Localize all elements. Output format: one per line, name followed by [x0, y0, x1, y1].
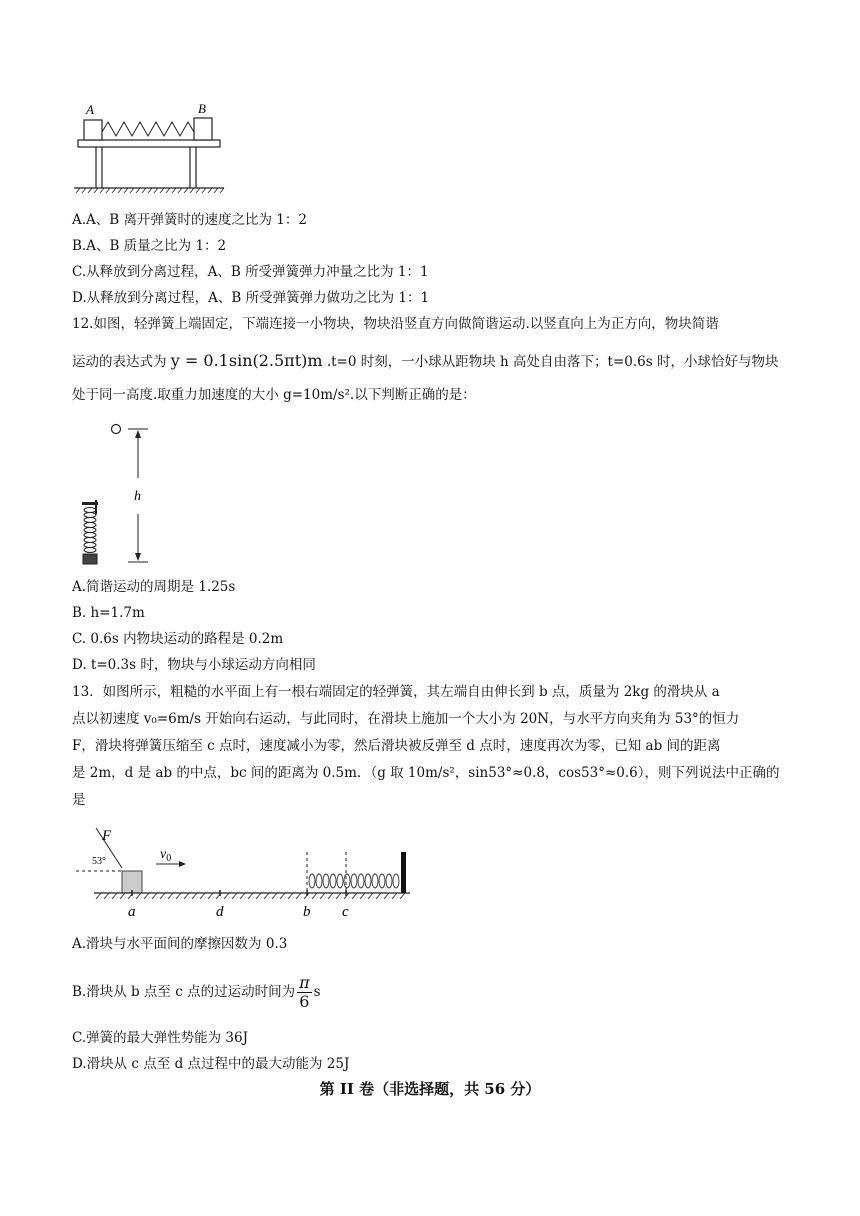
- label-point-d: d: [216, 904, 224, 920]
- q12-option-c[interactable]: C. 0.6s 内物块运动的路程是 0.2m: [72, 631, 284, 647]
- q12-option-b[interactable]: B. h=1.7m: [72, 605, 145, 621]
- fraction-denominator: 6: [299, 992, 310, 1011]
- fraction-numerator: π: [299, 973, 310, 992]
- wall: [401, 852, 406, 893]
- q13-option-b-unit: s: [313, 984, 321, 1000]
- q13-figure: [72, 820, 412, 928]
- block-b: [194, 118, 212, 140]
- q13-stem-line5: 是: [72, 792, 86, 808]
- q13-stem-line2: 点以初速度 v₀=6m/s 开始向右运动，与此同时，在滑块上施加一个大小为 20N，与水平方向夹角为 53°的恒力: [72, 711, 740, 727]
- q11-option-a[interactable]: A.A、B 离开弹簧时的速度之比为 1：2: [72, 212, 307, 228]
- spring: [102, 122, 194, 136]
- label-point-b: b: [303, 904, 311, 920]
- q11-option-d[interactable]: D.从释放到分离过程，A、B 所受弹簧弹力做功之比为 1：1: [72, 290, 430, 306]
- q12-stem-post: .t=0 时刻，一小球从距物块 h 高处自由落下；t=0.6s 时，小球恰好与物块: [326, 354, 779, 370]
- q13-stem-line3: F，滑块将弹簧压缩至 c 点时，速度减小为零，然后滑块被反弹至 d 点时，速度再次为零，已知 ab 间的距离: [72, 738, 721, 754]
- ball: [112, 425, 121, 434]
- block: [83, 554, 97, 564]
- q13-option-a[interactable]: A.滑块与水平面间的摩擦因数为 0.3: [72, 936, 288, 952]
- slider-block: [122, 871, 142, 893]
- q13-option-b-fraction: [297, 974, 312, 1011]
- label-v0: $v_0$: [160, 847, 172, 864]
- q12-stem-line2: [72, 351, 778, 372]
- section-title: 第 II 卷（非选择题，共 56 分）: [319, 1080, 541, 1098]
- q12-option-a[interactable]: A.简谐运动的周期是 1.25s: [72, 579, 236, 595]
- block-a: [84, 120, 102, 140]
- label-point-c: c: [342, 904, 349, 920]
- label-point-a: a: [128, 904, 136, 920]
- label-a: A: [86, 102, 94, 117]
- q13-stem-line4: 是 2m，d 是 ab 的中点，bc 间的距离为 0.5m．（g 取 10m/s²，sin53°≈0.8，cos53°≈0.6），则下列说法中正确的: [72, 765, 780, 781]
- label-v0-sub: 0: [166, 853, 172, 864]
- q12-option-d[interactable]: D. t=0.3s 时，物块与小球运动方向相同: [72, 657, 316, 673]
- label-b: B: [198, 101, 206, 116]
- q12-stem-line1: 12.如图，轻弹簧上端固定，下端连接一小物块，物块沿竖直方向做简谐运动.以竖直向上为正方向，物块简谐: [72, 316, 719, 332]
- q12-formula: y = 0.1sin(2.5πt)m: [170, 351, 323, 370]
- q12-figure: [72, 418, 172, 570]
- label-angle: 53°: [92, 856, 106, 867]
- q13-option-c[interactable]: C.弹簧的最大弹性势能为 36J: [72, 1030, 249, 1046]
- q11-option-b[interactable]: B.A、B 质量之比为 1：2: [72, 238, 227, 254]
- q13-stem-line1: 13．如图所示，粗糙的水平面上有一根右端固定的轻弹簧，其左端自由伸长到 b 点，质量为 2kg 的滑块从 a: [72, 684, 720, 700]
- q13-option-d[interactable]: D.滑块从 c 点至 d 点过程中的最大动能为 25J: [72, 1056, 350, 1072]
- label-h: h: [134, 489, 141, 504]
- q13-option-b[interactable]: [72, 972, 321, 1012]
- q13-option-b-text: B.滑块从 b 点至 c 点的过运动时间为: [72, 984, 296, 1000]
- q12-stem-line3: 处于同一高度.取重力加速度的大小 g=10m/s².以下判断正确的是：: [72, 387, 476, 403]
- q11-option-c[interactable]: C.从释放到分离过程，A、B 所受弹簧弹力冲量之比为 1：1: [72, 264, 429, 280]
- q12-stem-pre: 运动的表达式为: [72, 354, 167, 370]
- q11-figure: [72, 100, 232, 200]
- label-f: F: [102, 828, 112, 844]
